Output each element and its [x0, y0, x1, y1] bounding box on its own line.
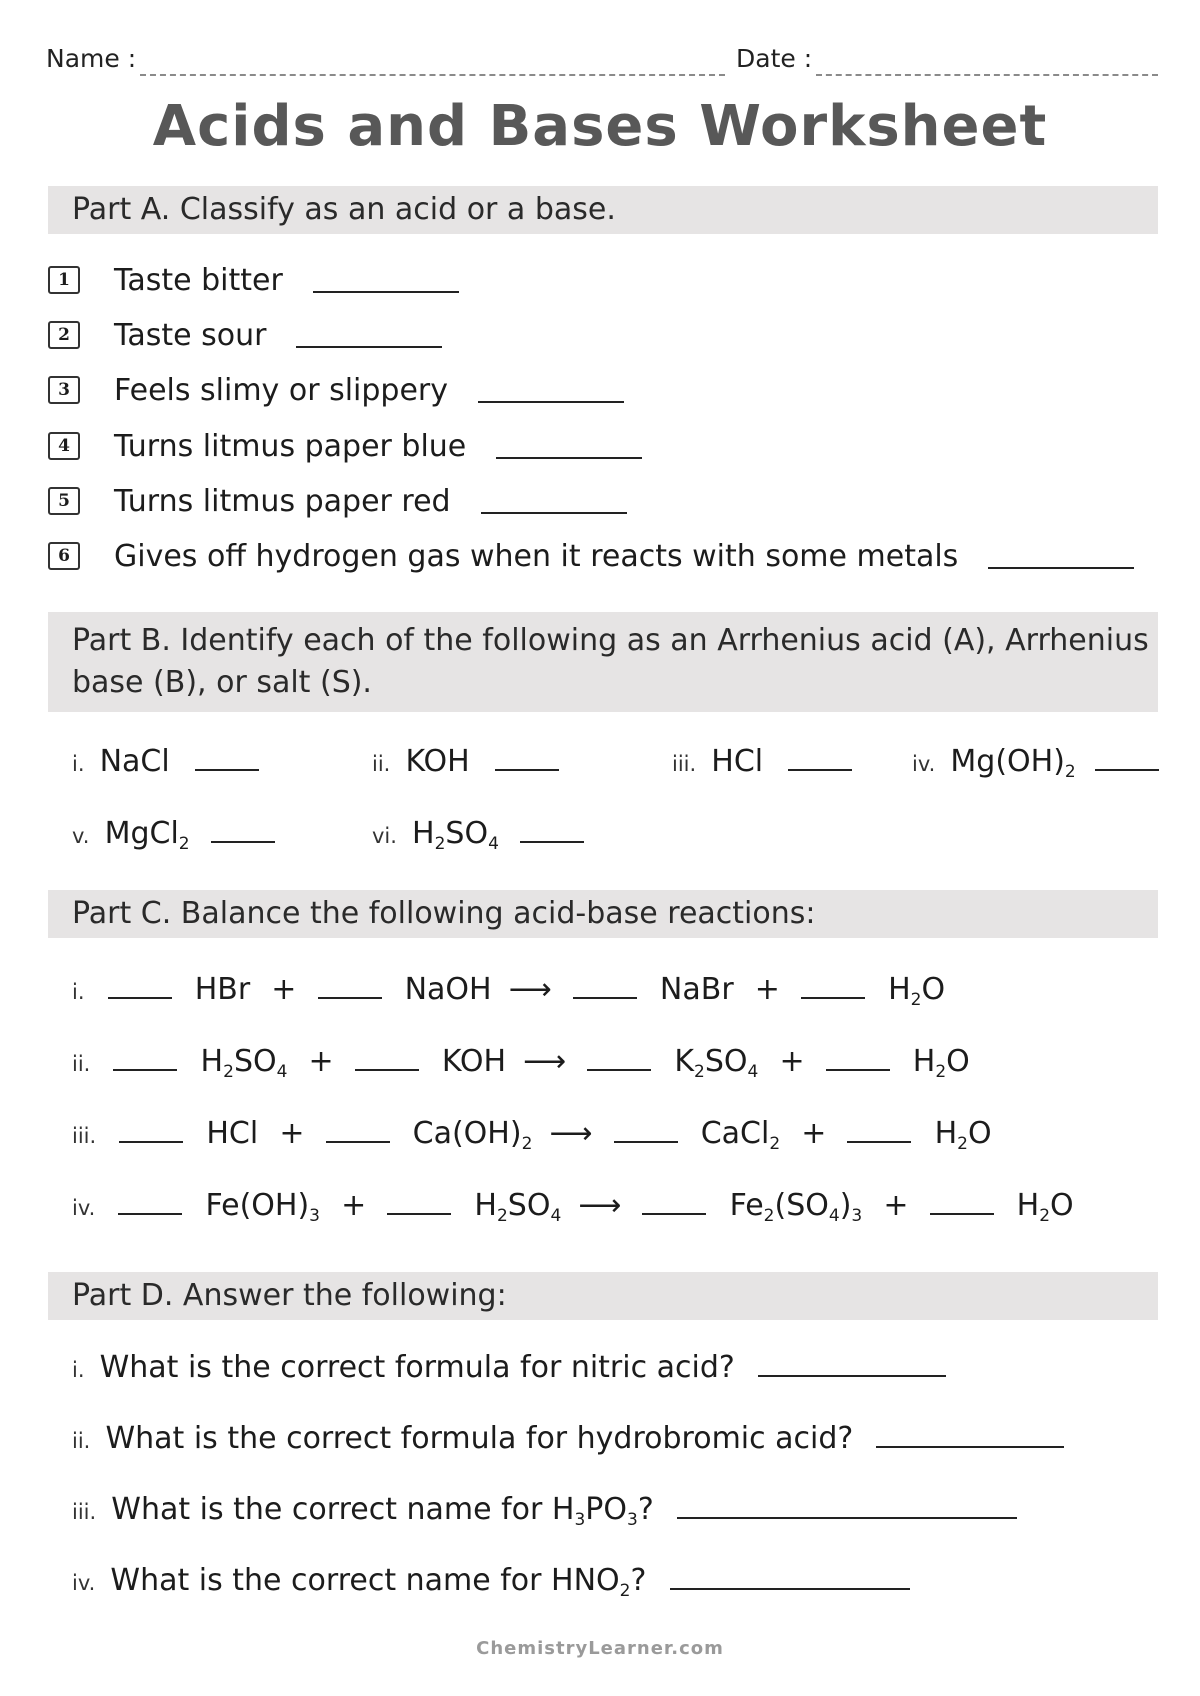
question-text: What is the correct formula for nitric acid?: [99, 1350, 735, 1385]
formula: HCl: [711, 744, 764, 779]
answer-blank[interactable]: [313, 291, 459, 293]
roman-numeral: ii.: [72, 1429, 91, 1453]
coefficient-blank[interactable]: [826, 1069, 890, 1071]
formula: $H_2SO_4$: [412, 816, 499, 854]
coefficient-blank[interactable]: [108, 997, 172, 999]
item-number: 2: [48, 321, 80, 349]
part-a-item-5: [48, 481, 627, 521]
answer-blank[interactable]: [1095, 769, 1159, 771]
reactant: KOH: [441, 1044, 507, 1079]
coefficient-blank[interactable]: [387, 1213, 451, 1215]
part-b-heading-line2: base (B), or salt (S).: [72, 665, 372, 700]
reaction-arrow: ⟶: [523, 1044, 567, 1079]
answer-blank[interactable]: [876, 1446, 1064, 1448]
question-text: What is the correct name for $H_3PO_3$?: [111, 1492, 654, 1530]
date-label: Date :: [736, 44, 813, 73]
roman-numeral: ii.: [372, 752, 391, 776]
answer-blank[interactable]: [496, 457, 642, 459]
roman-numeral: vi.: [372, 824, 397, 848]
reaction-arrow: ⟶: [508, 972, 552, 1007]
formula: MgCl$_2$: [104, 816, 190, 854]
product: $H_2O$: [888, 972, 946, 1010]
product: $K_2SO_4$: [674, 1044, 759, 1082]
answer-blank[interactable]: [296, 346, 442, 348]
part-b-heading: [48, 612, 1158, 712]
question-2: [72, 1421, 1064, 1456]
coefficient-blank[interactable]: [318, 997, 382, 999]
item-text: Gives off hydrogen gas when it reacts with some metals: [114, 538, 959, 574]
item-number: 3: [48, 376, 80, 404]
product: $H_2O$: [934, 1116, 992, 1154]
part-b-item-5: [72, 816, 275, 854]
name-field[interactable]: [140, 74, 725, 76]
reactant: HBr: [194, 972, 251, 1007]
part-a-item-1: [48, 260, 459, 300]
reactant: $Ca(OH)_2$: [412, 1116, 533, 1154]
item-number: 5: [48, 487, 80, 515]
coefficient-blank[interactable]: [113, 1069, 177, 1071]
coefficient-blank[interactable]: [614, 1141, 678, 1143]
item-number: 1: [48, 266, 80, 294]
plus-sign: +: [883, 1188, 909, 1223]
reaction-3: [72, 1116, 992, 1154]
question-4: [72, 1563, 910, 1601]
roman-numeral: iii.: [672, 752, 697, 776]
reactant: NaOH: [404, 972, 492, 1007]
item-text: Feels slimy or slippery: [114, 372, 448, 408]
reactant: $Fe(OH)_3$: [205, 1188, 320, 1226]
roman-numeral: iv.: [72, 1571, 96, 1595]
part-d-heading: Part D. Answer the following:: [48, 1272, 1158, 1320]
answer-blank[interactable]: [677, 1517, 1017, 1519]
item-text: Turns litmus paper red: [114, 483, 451, 519]
part-c-heading: Part C. Balance the following acid-base reactions:: [48, 890, 1158, 938]
formula: NaCl: [99, 744, 170, 779]
reaction-1: [72, 972, 945, 1010]
product: NaBr: [659, 972, 734, 1007]
item-text: Turns litmus paper blue: [114, 428, 467, 464]
answer-blank[interactable]: [670, 1588, 910, 1590]
roman-numeral: i.: [72, 752, 85, 776]
item-text: Taste bitter: [114, 262, 283, 298]
roman-numeral: i.: [72, 1358, 85, 1382]
part-a-item-4: [48, 426, 642, 466]
part-a-item-3: [48, 370, 624, 410]
part-b-item-6: [372, 816, 584, 854]
question-text: What is the correct name for $HNO_2$?: [110, 1563, 647, 1601]
coefficient-blank[interactable]: [573, 997, 637, 999]
roman-numeral: v.: [72, 824, 90, 848]
part-a-item-6: [48, 536, 1134, 576]
formula: $Mg(OH)_2$: [950, 744, 1076, 782]
roman-numeral: ii.: [72, 1052, 91, 1076]
answer-blank[interactable]: [520, 841, 584, 843]
footer-brand: ChemistryLearner.com: [476, 1638, 724, 1659]
part-a-item-2: [48, 315, 442, 355]
coefficient-blank[interactable]: [642, 1213, 706, 1215]
coefficient-blank[interactable]: [118, 1213, 182, 1215]
item-number: 4: [48, 432, 80, 460]
reactant: HCl: [206, 1116, 259, 1151]
reaction-arrow: ⟶: [549, 1116, 593, 1151]
roman-numeral: iii.: [72, 1124, 97, 1148]
coefficient-blank[interactable]: [119, 1141, 183, 1143]
part-b-item-3: [672, 744, 852, 779]
product: CaCl$_2$: [700, 1116, 781, 1154]
coefficient-blank[interactable]: [355, 1069, 419, 1071]
plus-sign: +: [754, 972, 780, 1007]
answer-blank[interactable]: [195, 769, 259, 771]
part-b-heading-line1: Part B. Identify each of the following as an Arrhenius acid (A), Arrhenius: [72, 623, 1149, 658]
answer-blank[interactable]: [758, 1375, 946, 1377]
name-label: Name :: [46, 44, 137, 73]
part-b-item-4: [912, 744, 1159, 782]
answer-blank[interactable]: [788, 769, 852, 771]
plus-sign: +: [308, 1044, 334, 1079]
coefficient-blank[interactable]: [801, 997, 865, 999]
reaction-arrow: ⟶: [578, 1188, 622, 1223]
answer-blank[interactable]: [988, 567, 1134, 569]
answer-blank[interactable]: [481, 512, 627, 514]
answer-blank[interactable]: [478, 401, 624, 403]
plus-sign: +: [779, 1044, 805, 1079]
date-field[interactable]: [816, 74, 1158, 76]
answer-blank[interactable]: [211, 841, 275, 843]
reactant: $H_2SO_4$: [474, 1188, 562, 1226]
reaction-2: [72, 1044, 970, 1082]
answer-blank[interactable]: [495, 769, 559, 771]
plus-sign: +: [341, 1188, 367, 1223]
formula: KOH: [405, 744, 470, 779]
question-1: [72, 1350, 946, 1385]
part-b-item-1: [72, 744, 259, 779]
product: $H_2O$: [912, 1044, 970, 1082]
reaction-4: [72, 1188, 1074, 1226]
roman-numeral: i.: [72, 980, 85, 1004]
plus-sign: +: [801, 1116, 827, 1151]
page-title: Acids and Bases Worksheet: [152, 94, 1048, 159]
question-3: [72, 1492, 1017, 1530]
coefficient-blank[interactable]: [326, 1141, 390, 1143]
plus-sign: +: [279, 1116, 305, 1151]
roman-numeral: iv.: [912, 752, 936, 776]
product: $Fe_2(SO_4)_3$: [729, 1188, 863, 1226]
part-a-heading: Part A. Classify as an acid or a base.: [48, 186, 1158, 234]
reactant: $H_2SO_4$: [200, 1044, 288, 1082]
item-text: Taste sour: [114, 317, 267, 353]
product: $H_2O$: [1016, 1188, 1074, 1226]
coefficient-blank[interactable]: [847, 1141, 911, 1143]
roman-numeral: iv.: [72, 1196, 96, 1220]
item-number: 6: [48, 542, 80, 570]
coefficient-blank[interactable]: [587, 1069, 651, 1071]
plus-sign: +: [271, 972, 297, 1007]
coefficient-blank[interactable]: [930, 1213, 994, 1215]
question-text: What is the correct formula for hydrobromic acid?: [105, 1421, 854, 1456]
part-b-item-2: [372, 744, 559, 779]
roman-numeral: iii.: [72, 1500, 97, 1524]
